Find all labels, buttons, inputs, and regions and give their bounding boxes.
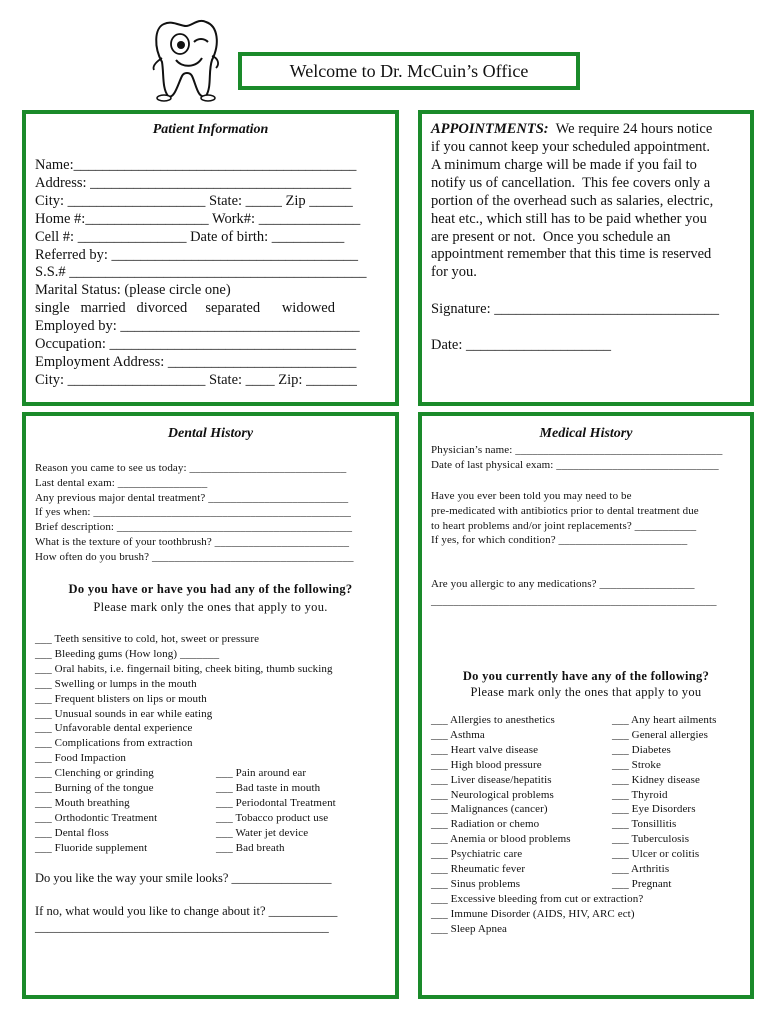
smile-question[interactable]: Do you like the way your smile looks? ________________ — [35, 871, 332, 885]
medical-checkbox-item[interactable]: ___ Excessive bleeding from cut or extraction? — [431, 893, 644, 905]
appointments-text-line: portion of the overhead such as salaries, electric, — [431, 192, 714, 209]
medical-checkbox-item[interactable]: ___ Heart valve disease — [431, 743, 539, 756]
change-answer-line[interactable]: _______________________________________________ — [35, 920, 329, 934]
medical-checkbox-item[interactable]: ___ Ulcer or colitis — [612, 848, 700, 861]
change-question[interactable]: If no, what would you like to change about it? ___________ — [35, 904, 338, 918]
dental-field[interactable]: Brief description: __________________________________________ — [35, 521, 353, 534]
medical-checkbox-item[interactable]: ___ High blood pressure — [431, 758, 542, 771]
dental-field[interactable]: Any previous major dental treatment? _________________________ — [35, 491, 349, 504]
date-field[interactable]: Date: ____________________ — [431, 337, 612, 353]
dental-field[interactable]: How often do you brush? ____________________________________ — [35, 550, 354, 563]
dental-question: Do you have or have you had any of the following? — [68, 582, 353, 596]
allergy-answer-line[interactable]: ___________________________________________________ — [431, 595, 717, 607]
appointments-text-line: notify us of cancellation. This fee covers only a — [431, 174, 711, 191]
medical-field[interactable]: Date of last physical exam: _____________________________ — [431, 459, 719, 471]
medical-checkbox-item[interactable]: ___ Stroke — [612, 758, 661, 771]
appointments-text-line: A minimum charge will be made if you fail to — [431, 156, 697, 173]
medical-checkbox-item[interactable]: ___ Tonsillitis — [612, 818, 677, 831]
dental-checkbox-item[interactable]: ___ Frequent blisters on lips or mouth — [35, 692, 207, 705]
patient-info-heading: Patient Information — [152, 122, 269, 137]
medical-checkbox-item[interactable]: ___ Eye Disorders — [612, 803, 696, 816]
medical-checkbox-item[interactable]: ___ Kidney disease — [612, 773, 700, 786]
dental-checkbox-item[interactable]: ___ Teeth sensitive to cold, hot, sweet or pressure — [35, 633, 260, 645]
appointments-text-line: appointment remember that this time is reserved — [431, 246, 712, 263]
dental-checkbox-item[interactable]: ___ Orthodontic Treatment — [35, 811, 158, 824]
appointments-text-line: for you. — [431, 264, 477, 281]
dental-checkbox-item[interactable]: ___ Dental floss — [35, 826, 109, 839]
medical-checkbox-item[interactable]: ___ Any heart ailments — [612, 714, 717, 726]
patient-field[interactable]: Employed by: _________________________________ — [35, 318, 360, 335]
dental-checkbox-item[interactable]: ___ Complications from extraction — [35, 737, 193, 750]
dental-checkbox-item[interactable]: ___ Tobacco product use — [216, 811, 329, 824]
patient-field[interactable]: City: ___________________ State: _____ Zip ______ — [35, 192, 353, 209]
antibiotics-line[interactable]: Have you ever been told you may need to be — [431, 490, 632, 502]
medical-checkbox-item[interactable]: ___ Asthma — [431, 728, 485, 741]
dental-checkbox-item[interactable]: ___ Mouth breathing — [35, 796, 130, 809]
appointments-notice: We require 24 hours notice — [548, 121, 713, 137]
dental-checkbox-item[interactable]: ___ Bad taste in mouth — [216, 781, 321, 794]
appointments-text-line: are present or not. Once you schedule an — [431, 228, 671, 245]
dental-checkbox-item[interactable]: ___ Unfavorable dental experience — [35, 722, 193, 735]
patient-field[interactable]: Home #:_________________ Work#: ______________ — [35, 210, 361, 227]
dental-question-sub: Please mark only the ones that apply to you. — [93, 600, 328, 614]
patient-information-section — [22, 110, 399, 406]
medical-checkbox-item[interactable]: ___ Diabetes — [612, 743, 671, 756]
dental-field[interactable]: What is the texture of your toothbrush? ________________________ — [35, 536, 350, 548]
dental-field[interactable]: If yes when: ______________________________________________ — [35, 506, 352, 519]
dental-checkbox-item[interactable]: ___ Burning of the tongue — [35, 781, 154, 794]
medical-checkbox-item[interactable]: ___ General allergies — [612, 728, 708, 741]
medical-checkbox-item[interactable]: ___ Anemia or blood problems — [431, 833, 571, 846]
office-title-box — [238, 52, 580, 90]
medical-history-section — [418, 412, 754, 999]
antibiotics-line[interactable]: pre-medicated with antibiotics prior to dental treatment due — [431, 504, 699, 517]
patient-field[interactable]: single married divorced separated widowed — [35, 300, 335, 317]
medical-question-sub: Please mark only the ones that apply to you — [470, 685, 702, 699]
patient-field[interactable]: Occupation: __________________________________ — [35, 336, 356, 352]
medical-checkbox-item[interactable]: ___ Immune Disorder (AIDS, HIV, ARC ect) — [431, 907, 635, 920]
medical-checkbox-item[interactable]: ___ Thyroid — [612, 788, 668, 801]
dental-checkbox-item[interactable]: ___ Water jet device — [216, 826, 309, 839]
medical-checkbox-item[interactable]: ___ Liver disease/hepatitis — [431, 773, 552, 786]
patient-field[interactable]: Cell #: _______________ Date of birth: __________ — [35, 228, 345, 245]
patient-field[interactable]: Name:_______________________________________ — [35, 157, 357, 173]
tooth-mascot-logo — [150, 14, 222, 102]
medical-question: Do you currently have any of the following? — [462, 669, 710, 683]
dental-field[interactable]: Last dental exam: ________________ — [35, 476, 208, 489]
medical-checkbox-item[interactable]: ___ Pregnant — [612, 877, 672, 890]
medical-checkbox-item[interactable]: ___ Allergies to anesthetics — [431, 714, 555, 726]
dental-field[interactable]: Reason you came to see us today: ____________________________ — [35, 462, 347, 474]
appointments-first-line — [431, 122, 712, 137]
medical-checkbox-item[interactable]: ___ Neurological problems — [431, 788, 554, 801]
patient-field[interactable]: Marital Status: (please circle one) — [35, 282, 231, 299]
allergy-question[interactable]: Are you allergic to any medications? _________________ — [431, 578, 695, 590]
dental-checkbox-item[interactable]: ___ Bleeding gums (How long) _______ — [35, 647, 220, 660]
dental-checkbox-item[interactable]: ___ Periodontal Treatment — [216, 796, 336, 809]
dental-checkbox-item[interactable]: ___ Pain around ear — [216, 767, 307, 779]
dental-checkbox-item[interactable]: ___ Fluoride supplement — [35, 841, 148, 854]
office-title: Welcome to Dr. McCuin’s Office — [289, 60, 529, 81]
patient-field[interactable]: S.S.# _________________________________________ — [35, 264, 367, 281]
dental-checkbox-item[interactable]: ___ Unusual sounds in ear while eating — [35, 707, 213, 720]
dental-checkbox-item[interactable]: ___ Bad breath — [216, 841, 285, 854]
medical-field[interactable]: Physician’s name: _____________________________________ — [431, 444, 723, 456]
antibiotics-line[interactable]: to heart problems and/or joint replacements? ___________ — [431, 519, 697, 532]
patient-field[interactable]: City: ___________________ State: ____ Zip: _______ — [35, 371, 357, 388]
dental-checkbox-item[interactable]: ___ Swelling or lumps in the mouth — [35, 677, 197, 690]
medical-checkbox-item[interactable]: ___ Rheumatic fever — [431, 863, 526, 875]
medical-checkbox-item[interactable]: ___ Psychiatric care — [431, 848, 523, 861]
patient-field[interactable]: Address: ____________________________________ — [35, 174, 352, 191]
appointments-text-line: heat etc., which still has to be paid whether you — [431, 210, 707, 227]
signature-field[interactable]: Signature: _______________________________ — [431, 301, 719, 317]
antibiotics-line[interactable]: If yes, for which condition? _______________________ — [431, 534, 688, 547]
medical-checkbox-item[interactable]: ___ Malignances (cancer) — [431, 803, 548, 816]
medical-history-heading: Medical History — [539, 426, 633, 441]
dental-checkbox-item[interactable]: ___ Clenching or grinding — [35, 767, 154, 779]
appointments-label: APPOINTMENTS: — [431, 121, 549, 137]
appointments-text-line: if you cannot keep your scheduled appointment. — [431, 139, 711, 155]
appointments-section — [418, 110, 754, 406]
medical-checkbox-item[interactable]: ___ Sleep Apnea — [431, 922, 508, 935]
dental-history-section — [22, 412, 399, 999]
dental-checkbox-item[interactable]: ___ Food Impaction — [35, 752, 127, 765]
patient-field[interactable]: Referred by: __________________________________ — [35, 246, 358, 263]
medical-checkbox-item[interactable]: ___ Sinus problems — [431, 877, 521, 890]
medical-checkbox-item[interactable]: ___ Tuberculosis — [612, 833, 690, 846]
dental-checkbox-item[interactable]: ___ Oral habits, i.e. fingernail biting, cheek biting, thumb sucking — [35, 662, 333, 675]
medical-checkbox-item[interactable]: ___ Radiation or chemo — [431, 818, 540, 831]
medical-checkbox-item[interactable]: ___ Arthritis — [612, 863, 670, 875]
patient-field[interactable]: Employment Address: __________________________ — [35, 353, 357, 370]
dental-history-heading: Dental History — [167, 426, 254, 441]
